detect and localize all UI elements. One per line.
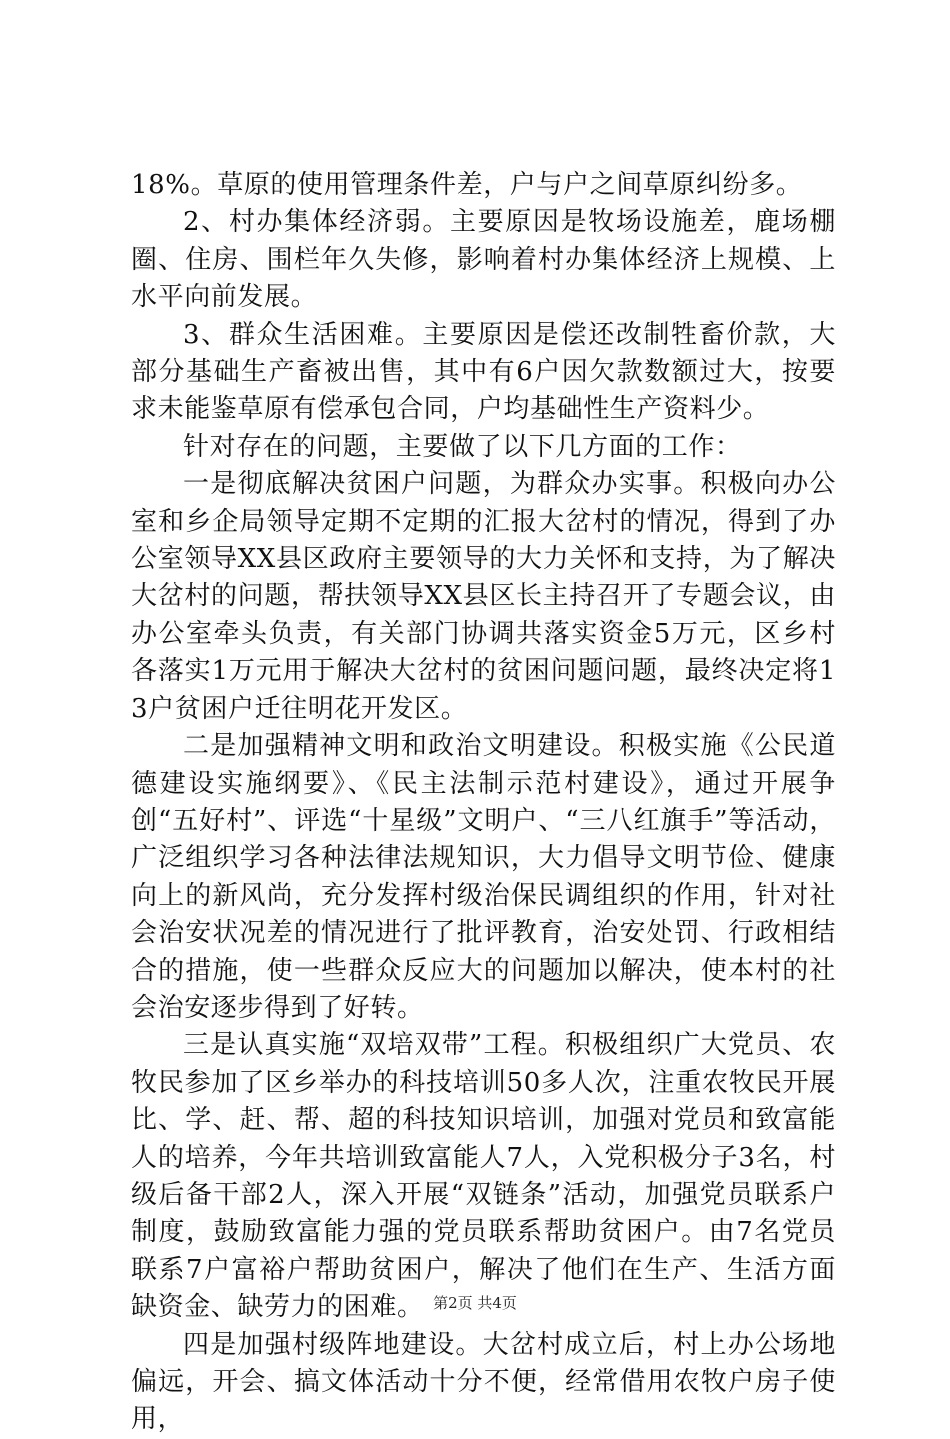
paragraph-civilization-work: 二是加强精神文明和政治文明建设。积极实施《公民道德建设实施纲要》、《民主法制示范村建设》，通过开展争创“五好村”、评选“十星级”文明户、“三八红旗手”等活动，广泛组织学习各种法律法规知识，大力倡导文明节俭、健康向上的新风尚，充分发挥村级治保民调组织的作用，针对社会治安状况差的情况进行了批评教育，治安处罚、行政相结合的措施，使一些群众反应大的问题加以解决，使本村的社会治安逐步得到了好转。 — [131, 731, 836, 1023]
paragraph-village-facilities: 四是加强村级阵地建设。大岔村成立后，村上办公场地偏远，开会、搞文体活动十分不便，经常借用农牧户房子使用， — [131, 1329, 836, 1435]
paragraph-continuation: 18%。草原的使用管理条件差，户与户之间草原纠纷多。 — [131, 170, 803, 200]
paragraph-work-intro: 针对存在的问题，主要做了以下几方面的工作： — [183, 431, 742, 462]
paragraph-living-difficulty: 3、群众生活困难。主要原因是偿还改制牲畜价款，大部分基础生产畜被出售，其中有6户因欠款数额过大，按要求未能鉴草原有偿承包合同，户均基础性生产资料少。 — [131, 319, 836, 425]
page-number-footer: 第2页 共4页 — [433, 1294, 517, 1312]
paragraph-collective-economy: 2、村办集体经济弱。主要原因是牧场设施差，鹿场棚圈、住房、围栏年久失修，影响着村办集体经济上规模、上水平向前发展。 — [131, 207, 836, 313]
document-body — [131, 167, 836, 1439]
paragraph-poverty-work: 一是彻底解决贫困户问题，为群众办实事。积极向办公室和乡企局领导定期不定期的汇报大岔村的情况，得到了办公室领导XX县区政府主要领导的大力关怀和支持，为了解决大岔村的问题，帮扶领导XX县区长主持召开了专题会议，由办公室牵头负责，有关部门协调共落实资金5万元，区乡村各落实1万元用于解决大岔村的贫困问题问题，最终决定将13户贫困户迁往明花开发区。 — [131, 469, 836, 724]
paragraph-training-work: 三是认真实施“双培双带”工程。积极组织广大党员、农牧民参加了区乡举办的科技培训50多人次，注重农牧民开展比、学、赶、帮、超的科技知识培训，加强对党员和致富能人的培养，今年共培训致富能人7人，入党积极分子3名，村级后备干部2人，深入开展“双链条”活动，加强党员联系户制度，鼓励致富能力强的党员联系帮助贫困户。由7名党员联系7户富裕户帮助贫困户，解决了他们在生产、生活方面缺资金、缺劳力的困难。 — [131, 1030, 836, 1323]
